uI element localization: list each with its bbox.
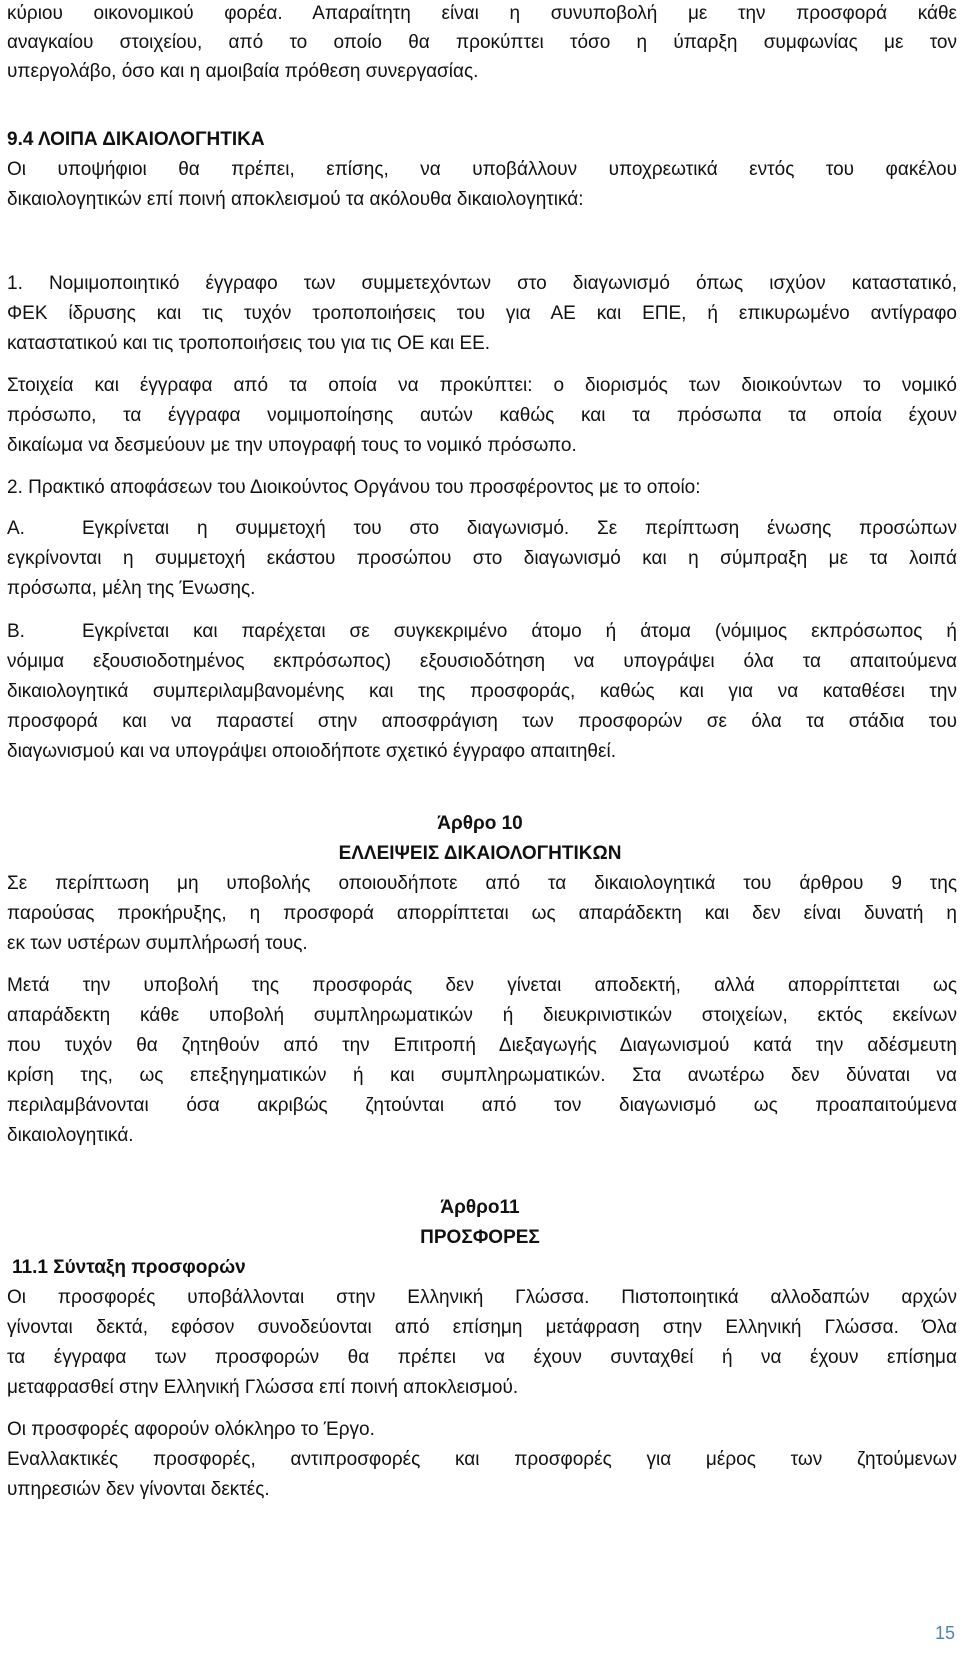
article-11-para3-line: υπηρεσιών δεν γίνονται δεκτές. [7,1479,270,1500]
article-10-para2-line: κρίση της, ως επεξηγηματικών ή και συμπληρωματικών. Στα ανωτέρω δεν δύναται να [7,1065,957,1086]
item1-detail-line: Στοιχεία και έγγραφα από τα οποία να προκύπτει: ο διορισμός των διοικούντων το νομικό [7,375,957,396]
intro-line: υπεργολάβο, όσο και η αμοιβαία πρόθεση συνεργασίας. [7,61,479,82]
itemA-label: Α. [7,518,25,539]
item2-line: 2. Πρακτικό αποφάσεων του Διοικούντος Οργάνου του προσφέροντος με το οποίο: [7,477,701,498]
article-11-para3-line: Εναλλακτικές προσφορές, αντιπροσφορές και προσφορές για μέρος των ζητούμενων [7,1449,957,1470]
article-11-para1-line: τα έγγραφα των προσφορών θα πρέπει να έχουν συνταχθεί ή να έχουν επίσημα [7,1347,957,1368]
item1-line: 1. Νομιμοποιητικό έγγραφο των συμμετεχόντων στο διαγωνισμό όπως ισχύον καταστατικό, [7,273,957,294]
item1-detail-line: πρόσωπο, τα έγγραφα νομιμοποίησης αυτών καθώς και τα πρόσωπα τα οποία έχουν [7,405,957,426]
item1-line: καταστατικού και τις τροποποιήσεις του για τις ΟΕ και ΕΕ. [7,333,491,354]
itemB-line: δικαιολογητικά συμπεριλαμβανομένης και της προσφοράς, καθώς και για να καταθέσει την [7,681,957,702]
page-number: 15 [934,1623,955,1643]
intro-line: αναγκαίου στοιχείου, από το οποίο θα προκύπτει τόσο η ύπαρξη συμφωνίας με τον [7,32,957,53]
article-11-subheading: 11.1 Σύνταξη προσφορών [12,1257,246,1278]
itemB-label: Β. [7,621,25,642]
item1-line: ΦΕΚ ίδρυσης και τις τυχόν τροποποιήσεις του για ΑΕ και ΕΠΕ, ή επικυρωμένο αντίγραφο [7,303,957,324]
article-10-para2-line: περιλαμβάνονται όσα ακριβώς ζητούνται από τον διαγωνισμό ως προαπαιτούμενα [7,1095,957,1116]
itemA-line: εγκρίνονται η συμμετοχή εκάστου προσώπου στο διαγωνισμό και η σύμπραξη με τα λοιπά [7,548,957,569]
itemB-line: διαγωνισμού και να υπογράψει οποιοδήποτε σχετικό έγγραφο απαιτηθεί. [7,741,616,762]
itemB-first-line [7,618,957,646]
article-10-para2-line: Μετά την υποβολή της προσφοράς δεν γίνεται αποδεκτή, αλλά απορρίπτεται ως [7,975,957,996]
article-11-para1-line: μεταφρασθεί στην Ελληνική Γλώσσα επί ποινή αποκλεισμού. [7,1377,519,1398]
article-11-para1-line: γίνονται δεκτά, εφόσον συνοδεύονται από επίσημη μετάφραση στην Ελληνική Γλώσσα. Όλα [7,1317,957,1338]
section-intro-line: Οι υποψήφιοι θα πρέπει, επίσης, να υποβάλλουν υποχρεωτικά εντός του φακέλου [7,159,957,180]
itemB-text: Εγκρίνεται και παρέχεται σε συγκεκριμένο άτομο ή άτομα (νόμιμος εκπρόσωπος ή [82,621,957,642]
intro-line: κύριου οικονομικού φορέα. Απαραίτητη είναι η συνυποβολή με την προσφορά κάθε [7,3,957,24]
itemB-line: νόμιμα εξουσιοδοτημένος εκπρόσωπος) εξουσιοδότηση να υπογράψει όλα τα απαιτούμενα [7,651,957,672]
article-11-subtitle: ΠΡΟΣΦΟΡΕΣ [420,1227,540,1248]
article-11-para1-line: Οι προσφορές υποβάλλονται στην Ελληνική Γλώσσα. Πιστοποιητικά αλλοδαπών αρχών [7,1287,957,1308]
article-11-para2-line: Οι προσφορές αφορούν ολόκληρο το Έργο. [7,1419,375,1440]
article-10-title: Άρθρο 10 [437,813,523,834]
article-10-para1-line: Σε περίπτωση μη υποβολής οποιουδήποτε από τα δικαιολογητικά του άρθρου 9 της [7,873,957,894]
itemB-line: προσφορά και να παραστεί στην αποσφράγιση των προσφορών σε όλα τα στάδια του [7,711,957,732]
article-10-para1-line: παρούσας προκήρυξης, η προσφορά απορρίπτεται ως απαράδεκτη και δεν είναι δυνατή η [7,903,957,924]
article-10-para2-line: δικαιολογητικά. [7,1125,134,1146]
itemA-line: πρόσωπα, μέλη της Ένωσης. [7,578,256,599]
article-10-subtitle: ΕΛΛΕΙΨΕΙΣ ΔΙΚΑΙΟΛΟΓΗΤΙΚΩΝ [338,843,622,864]
section-intro-line: δικαιολογητικών επί ποινή αποκλεισμού τα ακόλουθα δικαιολογητικά: [7,189,584,210]
article-10-para2-line: απαράδεκτη κάθε υποβολή συμπληρωματικών ή διευκρινιστικών στοιχείων, εκτός εκείνων [7,1005,957,1026]
article-10-para2-line: που τυχόν θα ζητηθούν από την Επιτροπή Διεξαγωγής Διαγωνισμού κατά την αδέσμευτη [7,1035,957,1056]
itemA-first-line [7,515,957,543]
item1-detail-line: δικαίωμα να δεσμεύουν με την υπογραφή τους το νομικό πρόσωπο. [7,435,577,456]
itemA-text: Εγκρίνεται η συμμετοχή του στο διαγωνισμό. Σε περίπτωση ένωσης προσώπων [82,518,957,539]
article-10-para1-line: εκ των υστέρων συμπλήρωσή τους. [7,933,308,954]
article-11-title: Άρθρο11 [440,1197,520,1218]
section-heading-9-4: 9.4 ΛΟΙΠΑ ΔΙΚΑΙΟΛΟΓΗΤΙΚΑ [7,129,265,150]
